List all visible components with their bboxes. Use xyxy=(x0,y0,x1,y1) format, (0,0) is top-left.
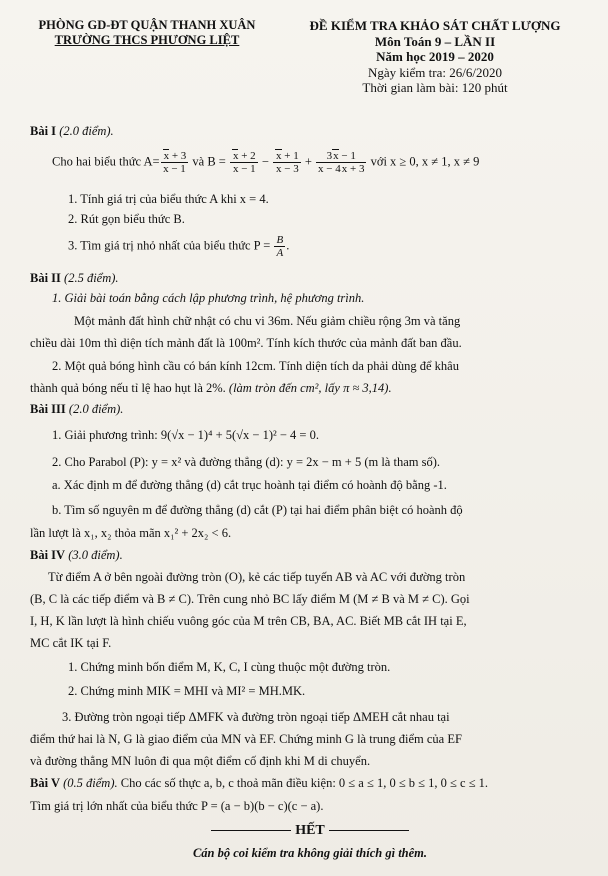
bai1-q3-end: . xyxy=(286,238,290,253)
bai5-row1 xyxy=(30,776,488,791)
bai3-q1: 1. Giải phương trình: 9(√x − 1)⁴ + 5(√x − 1)² − 4 = 0. xyxy=(52,428,319,442)
footer-note: Cán bộ coi kiểm tra không giải thích gì thêm. xyxy=(192,846,428,860)
bai4-points: (3.0 điểm). xyxy=(68,548,123,562)
bai4-heading: Bài IV xyxy=(30,548,66,562)
exam-duration: Thời gian làm bài: 120 phút xyxy=(362,80,508,95)
bai1-heading-row xyxy=(30,124,114,139)
expr-b-term2: $\frac{x + 1}{x - 3}$ xyxy=(273,150,301,175)
bai5-line2: Tìm giá trị lớn nhất của biểu thức P = (a − b)(b − c)(c − a). xyxy=(30,799,324,813)
header-left xyxy=(22,18,272,48)
expr-b-term1: $\frac{x + 2}{x - 1}$ xyxy=(230,150,258,175)
bai2-p2-line2 xyxy=(30,381,392,396)
bai1-and-b: và B = xyxy=(189,154,229,169)
bai4-q2: 2. Chứng minh MIK = MHI và MI² = MH.MK. xyxy=(68,684,306,698)
bai1-q3: 3. Tìm giá trị nhỏ nhất của biểu thức P = xyxy=(68,238,274,253)
expr-p: $\frac{B}{A}$ xyxy=(276,234,284,259)
department-name: PHÒNG GD-ĐT QUẬN THANH XUÂN xyxy=(38,18,256,32)
end-marker xyxy=(160,823,460,839)
bai4-q3-line3: và đường thẳng MN luôn đi qua một điểm cố định khi M di chuyển. xyxy=(30,754,371,768)
bai4-q1: 1. Chứng minh bốn điểm M, K, C, I cùng thuộc một đường tròn. xyxy=(68,660,391,674)
bai4-heading-row xyxy=(30,548,123,563)
expr-b-term3: $\frac{3x - 1}{x - 4x + 3}$ xyxy=(318,150,365,175)
expr-a: $\frac{x + 3}{x - 1}$ xyxy=(161,150,189,175)
bai3-q2: 2. Cho Parabol (P): y = x² và đường thẳng (d): y = 2x − m + 5 (m là tham số). xyxy=(52,455,440,469)
bai4-line3: I, H, K lần lượt là hình chiếu vuông góc của M trên CB, BA, AC. Biết MB cắt IH tại E, xyxy=(30,614,467,628)
exam-year: Năm học 2019 – 2020 xyxy=(376,49,494,64)
bai2-p1-line2: chiều dài 10m thì diện tích mảnh đất là 100m². Tính kích thước của mảnh đất ban đầu. xyxy=(30,336,462,350)
end-label: HẾT xyxy=(295,823,325,838)
bai1-heading: Bài I xyxy=(30,124,57,138)
bai3-heading-row xyxy=(30,402,123,417)
bai1-condition: với x ≥ 0, x ≠ 1, x ≠ 9 xyxy=(367,154,480,169)
exam-subject: Môn Toán 9 – LẦN II xyxy=(374,33,496,49)
end-rule-right xyxy=(329,830,409,831)
school-name: TRƯỜNG THCS PHƯƠNG LIỆT xyxy=(54,33,240,47)
bai1-q3-row xyxy=(68,234,289,259)
bai4-line4: MC cắt IK tại F. xyxy=(30,636,112,650)
bai2-heading-row xyxy=(30,271,119,286)
bai4-q3-line2: điểm thứ hai là N, G là giao điểm của MN và EF. Chứng minh G là trung điểm của EF xyxy=(30,732,462,746)
header-right xyxy=(280,18,590,96)
bai2-p1-title: 1. Giải bài toán bằng cách lập phương trình, hệ phương trình. xyxy=(52,291,365,305)
bai5-line1: Cho các số thực a, b, c thoả mãn điều kiện: 0 ≤ a ≤ 1, 0 ≤ b ≤ 1, 0 ≤ c ≤ 1. xyxy=(117,776,489,790)
bai5-points: (0.5 điểm). xyxy=(63,776,118,790)
bai3-points: (2.0 điểm). xyxy=(68,402,124,416)
exam-title: ĐỀ KIỂM TRA KHẢO SÁT CHẤT LƯỢNG xyxy=(309,18,561,33)
bai3-qa: a. Xác định m để đường thẳng (d) cắt trục hoành tại điểm có hoành độ bằng -1. xyxy=(52,478,447,492)
bai5-heading: Bài V xyxy=(30,776,60,790)
bai1-expressions: Cho hai biểu thức A= $\frac{x + 3}{x - 1}$ và B = $\frac{x + 2}{x - 1}$ − $\frac{x + 1}{x - 3}$ + $\frac{3x - 1}{x - 4x + 3}$ với x ≥ 0, x ≠ 1, x ≠ 9 xyxy=(52,150,480,175)
end-rule-left xyxy=(211,830,291,831)
bai3-qb-line2: lần lượt là x₁, x₂ thỏa mãn x₁² + 2x₂ < 6. xyxy=(30,526,232,540)
bai1-q1: 1. Tính giá trị của biểu thức A khi x = 4. xyxy=(68,192,269,206)
bai4-line2: (B, C là các tiếp điểm và B ≠ C). Trên cung nhỏ BC lấy điểm M (M ≠ B và M ≠ C). Gọi xyxy=(30,592,470,606)
bai2-p2-line2b: (làm tròn đến cm², lấy π ≈ 3,14). xyxy=(228,381,392,395)
bai4-q3-line1: 3. Đường tròn ngoại tiếp ΔMFK và đường tròn ngoại tiếp ΔMEH cắt nhau tại xyxy=(62,710,450,724)
bai2-p2-line2a: thành quả bóng nếu tỉ lệ hao hụt là 2%. xyxy=(30,381,229,395)
bai3-qb-line1: b. Tìm số nguyên m để đường thẳng (d) cắt (P) tại hai điểm phân biệt có hoành độ xyxy=(52,503,463,517)
exam-date: Ngày kiểm tra: 26/6/2020 xyxy=(368,64,502,80)
bai1-intro: Cho hai biểu thức A= xyxy=(52,154,160,169)
bai4-line1: Từ điểm A ở bên ngoài đường tròn (O), kẻ các tiếp tuyến AB và AC với đường tròn xyxy=(48,570,466,584)
bai2-points: (2.5 điểm). xyxy=(64,271,119,285)
bai2-heading: Bài II xyxy=(30,271,61,285)
bai2-p1-line1: Một mảnh đất hình chữ nhật có chu vi 36m. Nếu giảm chiều rộng 3m và tăng xyxy=(74,314,461,328)
bai2-p2-line1: 2. Một quả bóng hình cầu có bán kính 12cm. Tính diện tích da phải dùng để khâu xyxy=(52,359,459,373)
bai1-q2: 2. Rút gọn biểu thức B. xyxy=(68,212,185,226)
bai3-heading: Bài III xyxy=(30,402,66,416)
bai1-points: (2.0 điểm). xyxy=(59,124,114,138)
